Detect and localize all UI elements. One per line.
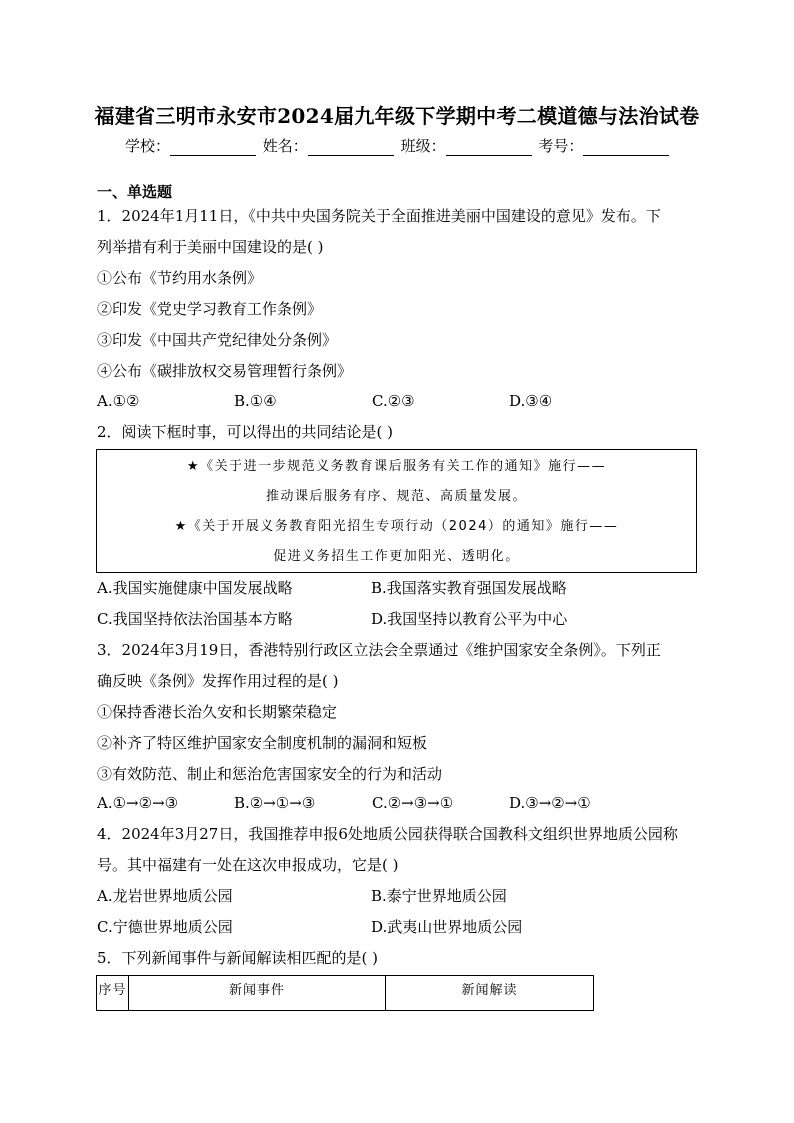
section-heading: 一、单选题 [97,183,173,201]
q1-item-2: ②印发《党史学习教育工作条例》 [97,300,323,318]
q4-stem-line2: 号。其中福建有一处在这次申报成功，它是( ) [97,856,399,874]
q4-option-a[interactable]: A.龙岩世界地质公园 [97,887,233,905]
q5-stem: 5．下列新闻事件与新闻解读相匹配的是( ) [97,949,379,967]
q4-option-b[interactable]: B.泰宁世界地质公园 [371,887,507,905]
q5-news-table [96,975,594,1011]
q3-option-c[interactable]: C.②→③→① [372,794,454,812]
q1-option-b[interactable]: B.①④ [234,392,277,410]
number-label: 考号： [538,137,584,155]
name-label: 姓名： [262,137,308,155]
q1-item-3: ③印发《中国共产党纪律处分条例》 [97,331,338,349]
q1-stem-line1: 1．2024年1月11日，《中共中央国务院关于全面推进美丽中国建设的意见》发布。下 [97,207,661,225]
number-field[interactable] [583,139,669,156]
header-news-event: 新闻事件 [129,976,386,1011]
q2-box-line3: ★《关于开展义务教育阳光招生专项行动（2024）的通知》施行—— [174,519,619,534]
q1-option-a[interactable]: A.①② [97,392,140,410]
q4-option-d[interactable]: D.武夷山世界地质公园 [371,918,523,936]
table-header-row [97,976,594,1011]
q2-stem: 2．阅读下框时事，可以得出的共同结论是( ) [97,423,394,441]
header-index: 序号 [97,976,129,1011]
q2-news-box [96,449,697,573]
q2-option-a[interactable]: A.我国实施健康中国发展战略 [97,579,293,597]
school-field[interactable] [170,139,256,156]
q2-option-b[interactable]: B.我国落实教育强国发展战略 [371,579,567,597]
class-label: 班级： [400,137,446,155]
q3-stem-line2: 确反映《条例》发挥作用过程的是( ) [97,672,339,690]
class-field[interactable] [446,139,532,156]
q1-item-1: ①公布《节约用水条例》 [97,269,263,287]
student-info-row [125,135,671,156]
q3-option-d[interactable]: D.③→②→① [509,794,591,812]
q3-option-a[interactable]: A.①→②→③ [97,794,179,812]
q4-stem-line1: 4．2024年3月27日，我国推荐申报6处地质公园获得联合国教科文组织世界地质公园称 [97,825,678,843]
q3-item-3: ③有效防范、制止和惩治危害国家安全的行为和活动 [97,765,443,783]
q2-option-d[interactable]: D.我国坚持以教育公平为中心 [371,610,568,628]
q4-option-c[interactable]: C.宁德世界地质公园 [97,918,233,936]
q1-option-d[interactable]: D.③④ [509,392,553,410]
q3-option-b[interactable]: B.②→①→③ [234,794,316,812]
name-field[interactable] [308,139,394,156]
page-title: 福建省三明市永安市2024届九年级下学期中考二模道德与法治试卷 [94,104,700,128]
q2-box-line2: 推动课后服务有序、规范、高质量发展。 [265,489,527,504]
q2-box-line4: 促进义务招生工作更加阳光、透明化。 [273,549,520,564]
q1-stem-line2: 列举措有利于美丽中国建设的是( ) [97,238,324,256]
q3-stem-line1: 3．2024年3月19日，香港特别行政区立法会全票通过《维护国家安全条例》。下列正 [97,641,661,659]
q1-item-4: ④公布《碳排放权交易管理暂行条例》 [97,362,353,380]
school-label: 学校： [125,137,171,155]
q3-item-1: ①保持香港长治久安和长期繁荣稳定 [97,703,338,721]
header-news-interpretation: 新闻解读 [386,976,594,1011]
q2-option-c[interactable]: C.我国坚持依法治国基本方略 [97,610,293,628]
q2-box-line1: ★《关于进一步规范义务教育课后服务有关工作的通知》施行—— [186,459,607,474]
q1-option-c[interactable]: C.②③ [372,392,415,410]
q3-item-2: ②补齐了特区维护国家安全制度机制的漏洞和短板 [97,734,428,752]
